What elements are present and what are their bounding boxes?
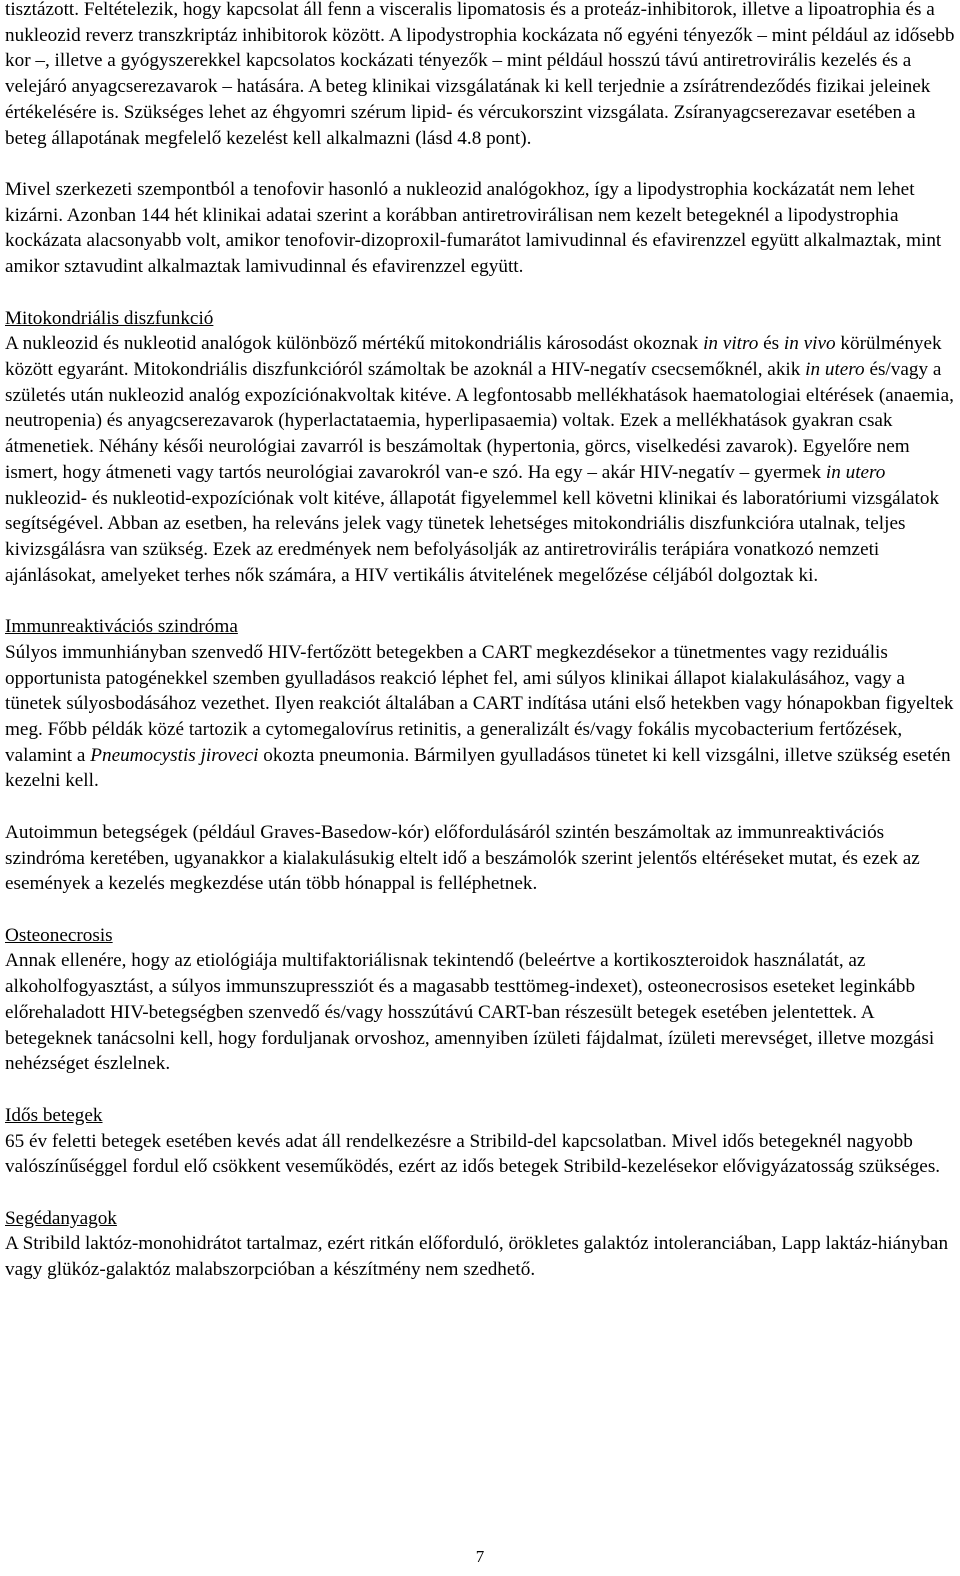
mitochondrial-section	[5, 306, 955, 589]
osteonecrosis-section	[5, 923, 955, 1077]
autoimmune-paragraph: Autoimmun betegségek (például Graves-Basedow-kór) előfordulásáról szintén beszámoltak az immunreaktivációs szindróma keretében, ugyanakkor a kialakulásukig eltelt idő a beszámolók szerint jelentős eltéréseket mutat, és ezek az események a kezelés megkezdése után több hónappal is felléphetnek.	[5, 821, 920, 895]
osteonecrosis-text: Annak ellenére, hogy az etiológiája multifaktoriálisnak tekintendő (beleértve a kortikoszteroidok használatát, az alkoholfogyasztást, a súlyos immunszupressziót és a magasabb testtömeg-indexet), osteonecrosisos eseteket leginkább előrehaladott HIV-betegségben szenvedő és/vagy hosszútávú CART-ban részesült betegek esetében jelentettek. A betegeknek tanácsolni kell, hogy forduljanak orvoshoz, amennyiben ízületi fájdalmat, ízületi merevséget, illetve mozgási nehézséget észlelnek.	[5, 950, 935, 1075]
excipients-heading: Segédanyagok	[5, 1207, 117, 1229]
document-page	[5, 0, 955, 1309]
immune-reactivation-text: Súlyos immunhiányban szenvedő HIV-fertőzött betegekben a CART megkezdésekor a tünetmentes vagy reziduális opportunista patogénekkel szemben gyulladásos reakció léphet fel, ami súlyos klinikai állapot kialakulásához, vagy a tünetek súlyosbodásához vezethet. Ilyen reakciót általában a CART indítása utáni első hetekben vagy hónapokban figyeltek meg. Főbb példák közé tartozik a cytomegalovírus retinitis, a generalizált és/vagy fokális mycobacterium fertőzések, valamint a Pneumocystis jiroveci okozta pneumonia. Bármilyen gyulladásos tünetet ki kell vizsgálni, illetve szükség esetén kezelni kell.	[5, 641, 954, 792]
elderly-text: 65 év feletti betegek esetében kevés adat áll rendelkezésre a Stribild-del kapcsolatban. Mivel idős betegeknél nagyobb valószínűséggel fordul elő csökkent veseműködés, ezért az idős betegek Stribild-kezelésekor elővigyázatosság szükséges.	[5, 1130, 941, 1178]
page-number: 7	[475, 1547, 485, 1566]
excipients-text: A Stribild laktóz-monohidrátot tartalmaz, ezért ritkán előforduló, örökletes galaktóz intoleranciában, Lapp laktáz-hiányban vagy glükóz-galaktóz malabszorpcióban a készítmény nem szedhető.	[5, 1233, 949, 1281]
elderly-heading: Idős betegek	[5, 1104, 103, 1126]
elderly-section	[5, 1103, 955, 1180]
immune-reactivation-heading: Immunreaktivációs szindróma	[5, 616, 238, 638]
excipients-section	[5, 1206, 955, 1283]
lipodystrophy-paragraph: tisztázott. Feltételezik, hogy kapcsolat áll fenn a visceralis lipomatosis és a proteáz-inhibitorok, illetve a lipoatrophia és a nukleozid reverz transzkriptáz inhibitorok között. A lipodystrophia kockázata nő egyéni tényezők – mint például az idősebb kor –, illetve a gyógyszerekkel kapcsolatos kockázati tényezők – mint például hosszú távú antiretrovirális kezelés és a velejáró anyagcserezavarok – hatására. A beteg klinikai vizsgálatának ki kell terjednie a zsírátrendeződés fizikai jeleinek értékelésére is. Szükséges lehet az éhgyomri szérum lipid- és vércukorszint vizsgálata. Zsíranyagcserezavar esetében a beteg állapotának megfelelő kezelést kell alkalmazni (lásd 4.8 pont).	[5, 0, 955, 149]
osteonecrosis-heading: Osteonecrosis	[5, 924, 113, 946]
immune-reactivation-section	[5, 614, 955, 794]
mitochondrial-heading: Mitokondriális diszfunkció	[5, 307, 214, 329]
tenofovir-paragraph: Mivel szerkezeti szempontból a tenofovir hasonló a nukleozid analógokhoz, így a lipodystrophia kockázatát nem lehet kizárni. Azonban 144 hét klinikai adatai szerint a korábban antiretrovirálisan nem kezelt betegeknél a lipodystrophia kockázata alacsonyabb volt, amikor tenofovir-dizoproxil-fumarátot lamivudinnal és efavirenzzel együtt alkalmaztak, mint amikor sztavudint alkalmaztak lamivudinnal és efavirenzzel együtt.	[5, 179, 942, 278]
mitochondrial-text: A nukleozid és nukleotid analógok különböző mértékű mitokondriális károsodást okoznak in vitro és in vivo körülmények között egyaránt. Mitokondriális diszfunkcióról számoltak be azoknál a HIV-negatív csecsemőknél, akik in utero és/vagy a születés után nukleozid analóg expozíciónakvoltak kitéve. A legfontosabb mellékhatások haematologiai eltérések (anaemia, neutropenia) és anyagcserezavarok (hyperlactataemia, hyperlipasaemia) voltak. Ezek a mellékhatások gyakran csak átmenetiek. Néhány késői neurológiai zavarról is beszámoltak (hypertonia, görcs, viselkedési zavarok). Egyelőre nem ismert, hogy átmeneti vagy tartós neurológiai zavarokról van-e szó. Ha egy – akár HIV-negatív – gyermek in utero nukleozid- és nukleotid-expozíciónak volt kitéve, állapotát figyelemmel kell követni klinikai és laboratóriumi vizsgálatok segítségével. Abban az esetben, ha releváns jelek vagy tünetek lehetséges mitokondriális diszfunkcióra utalnak, teljes kivizsgálásra van szükség. Ezek az eredmények nem befolyásolják az antiretrovirális terápiára vonatkozó nemzeti ajánlásokat, amelyeket terhes nők számára, a HIV vertikális átvitelének megelőzése céljából dolgoztak ki.	[5, 333, 954, 586]
